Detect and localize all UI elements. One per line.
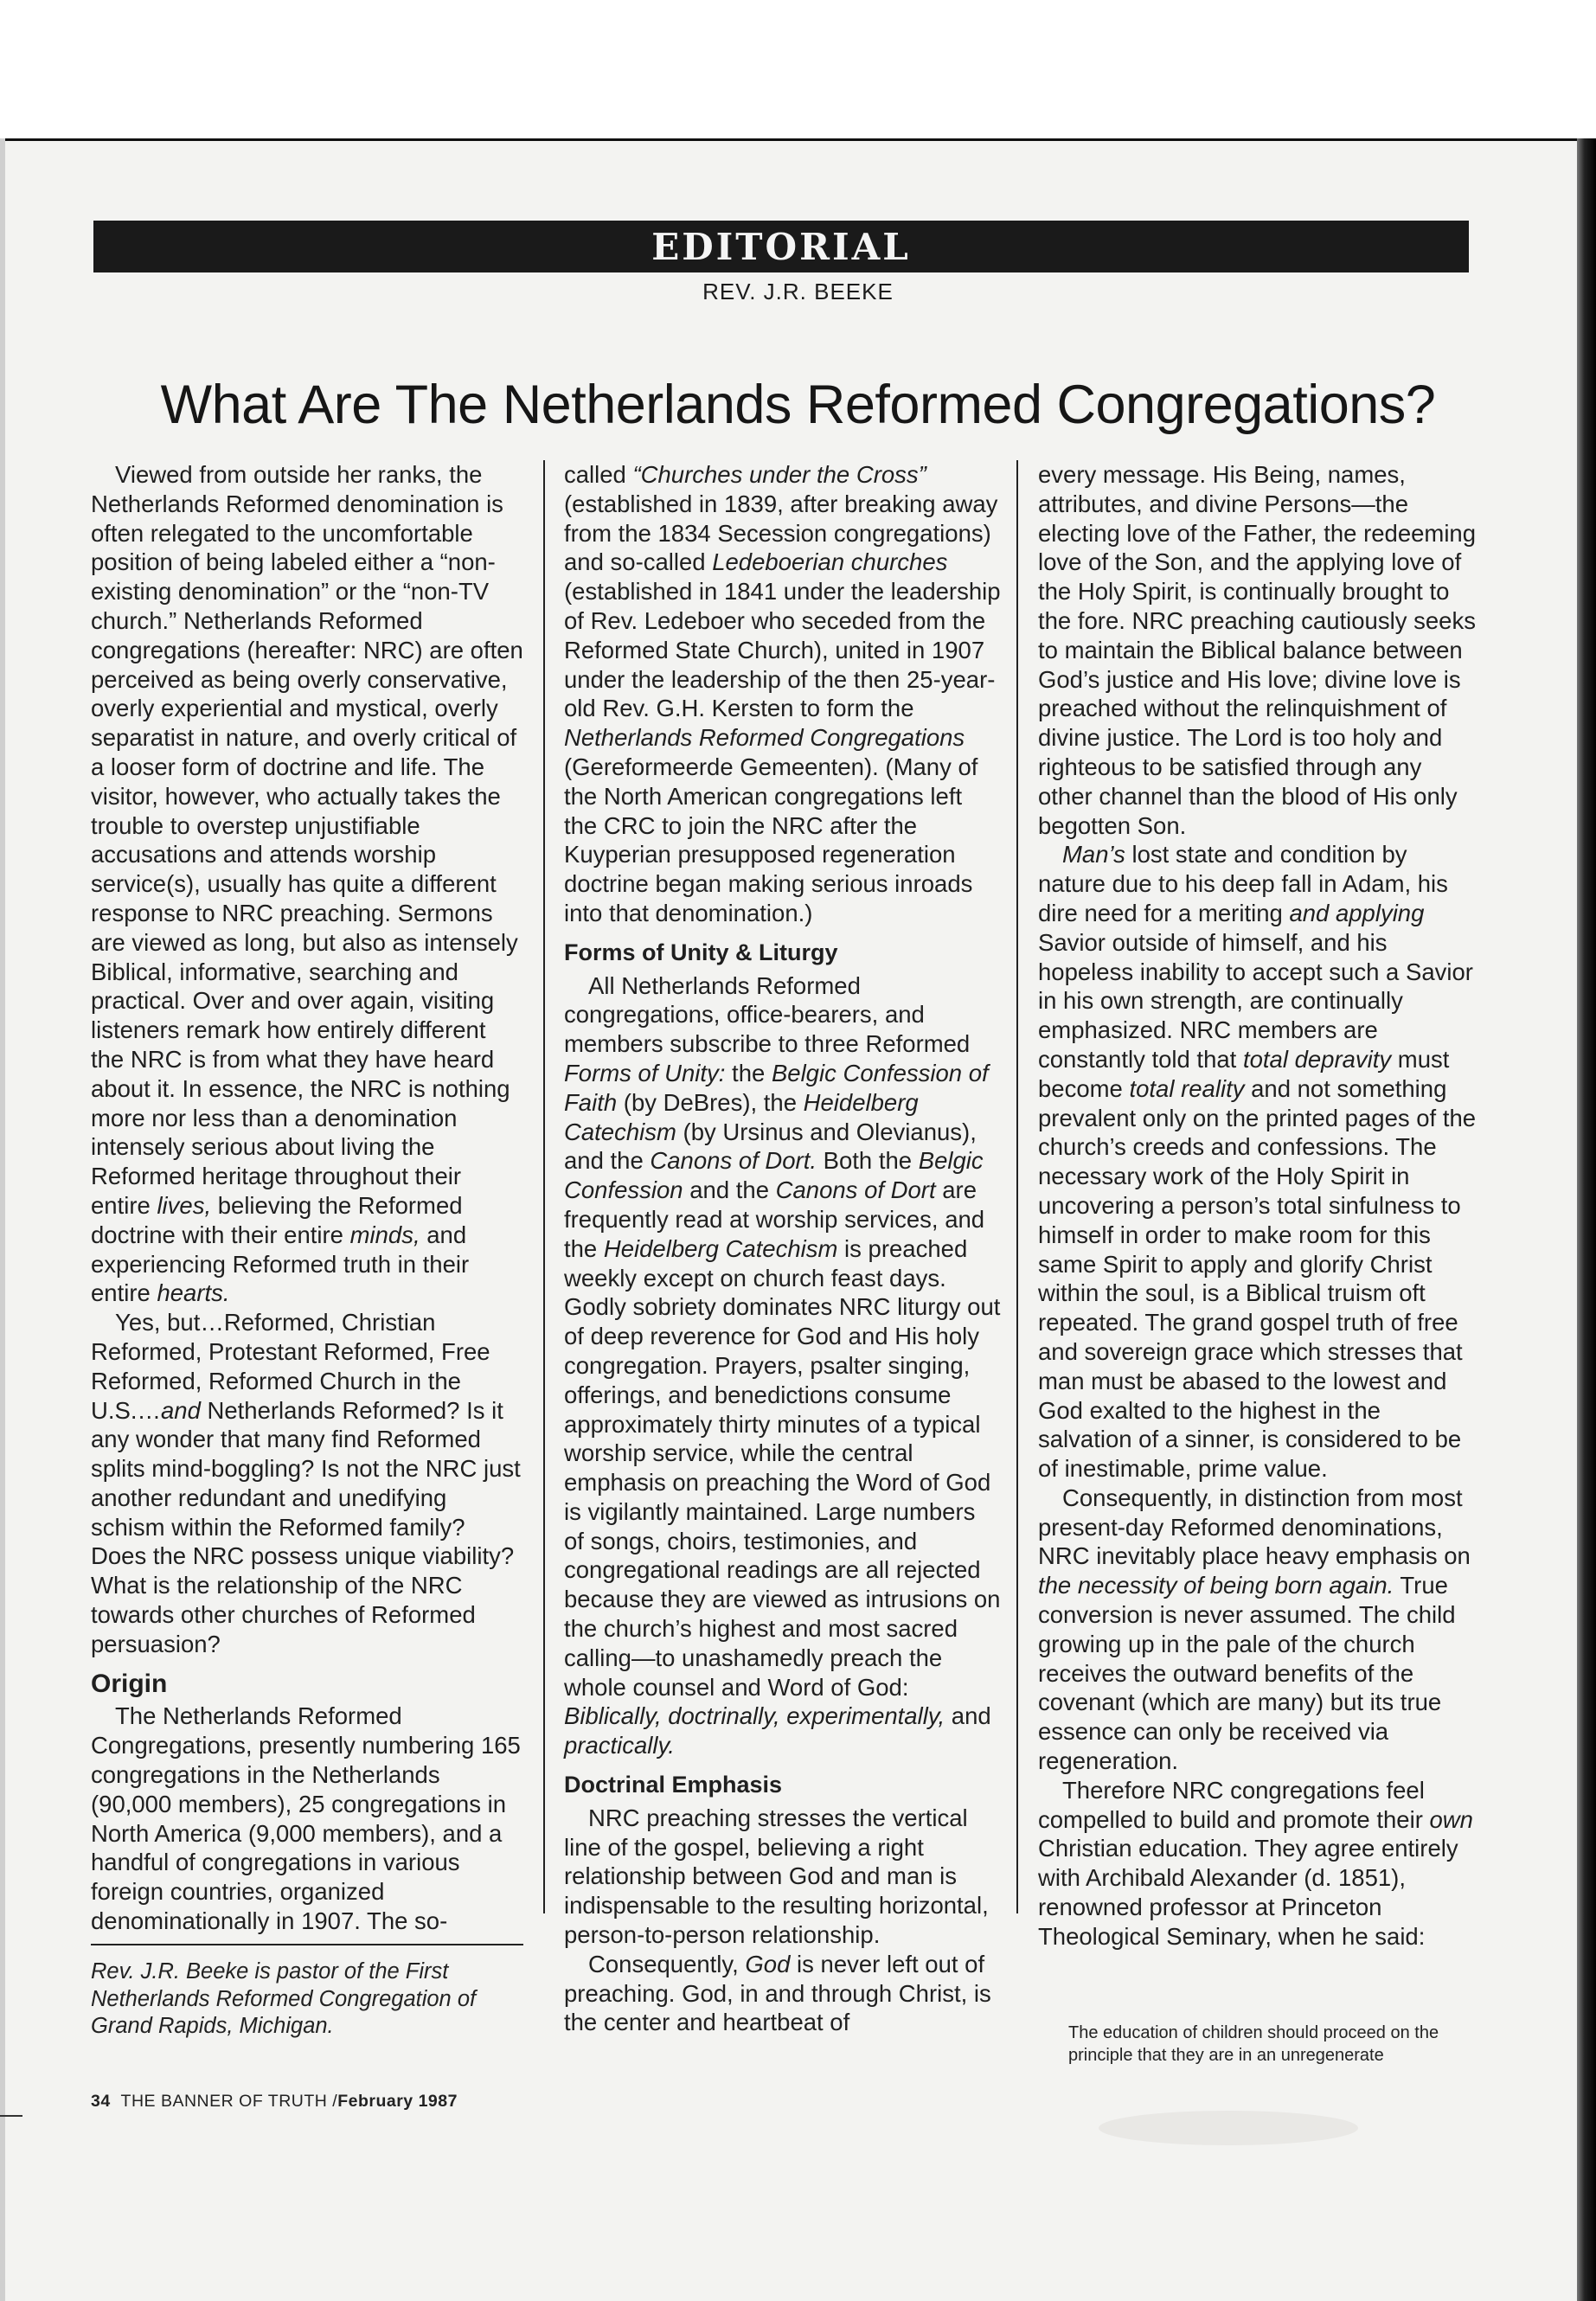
paragraph-intro: Viewed from outside her ranks, the Netherlands Reformed denomination is often relegated to the uncomfortable position of being labeled either a “non-existing denomination” or the “non-TV church.” Netherlands Reformed congregations (hereafter: NRC) are often perceived as being overly conservative, overly experiential and mystical, overly separatist in nature, and overly critical of a looser form of doctrine and life. The visitor, however, who actually takes the trouble to overstep unjustifiable accusations and attends worship service(s), usually has quite a different response to NRC preaching. Sermons are viewed as long, but also as intensely Biblical, informative, searching and practical. Over and over again, visiting listeners remark how entirely different the NRC is from what they have heard about it. In essence, the NRC is nothing more nor less than a denomination intensely serious about living the Reformed heritage throughout their entire lives, believing the Reformed doctrine with their entire minds, and experiencing Reformed truth in their entire hearts. (91, 461, 523, 1307)
scan-left-edge (0, 138, 5, 2301)
subheading-forms: Forms of Unity & Liturgy (564, 939, 838, 965)
paragraph-god-center: Consequently, God is never left out of preaching. God, in and through Christ, is the center and heartbeat of (564, 1950, 991, 2036)
scan-edge-line (0, 138, 1596, 141)
column-3 (1038, 460, 1479, 1952)
paragraph-continued: called “Churches under the Cross” (established in 1839, after breaking away from the 1834 Secession congregations) and so-called Ledeboerian churches (established in 1841 under the leadership of Rev. Ledeboer who seceded from the Reformed State Church), united in 1907 under the leadership of the then 25-year-old Rev. G.H. Kersten to form the Netherlands Reformed Congregations (Gereformeerde Gemeenten). (Many of the North American congregations left the CRC to join the NRC after the Kuyperian presupposed regeneration doctrine began making serious inroads into that denomination.) (564, 461, 1001, 926)
column-2 (564, 460, 1001, 2037)
page-folio: 34 THE BANNER OF TRUTH /February 1987 (91, 2092, 458, 2111)
paragraph-origin: The Netherlands Reformed Congregations, presently numbering 165 congregations in the Netherlands (90,000 members), 25 congregations in North America (9,000 members), and a handful of congregations in various foreign countries, organized denominationally in 1907. The so- (91, 1702, 521, 1935)
paragraph-mans-state: Man’s lost state and condition by nature due to his deep fall in Adam, his dire need for a meriting and applying Savior outside of himself, and his hopeless inability to accept such a Savior in his own strength, are continually emphasized. NRC members are constantly told that total depravity must become total reality and not something prevalent only on the printed pages of the church’s creeds and confessions. The necessary work of the Holy Spirit in uncovering a person’s total sinfulness to himself in order to make room for this same Spirit to apply and glorify Christ within the soul, is a Biblical truism oft repeated. The grand gospel truth of free and sovereign grace which stresses that man must be abased to the lowest and God exalted to the highest in the salvation of a sinner, is considered to be of inestimable, prime value. (1038, 841, 1477, 1483)
scan-edge-mark (0, 2115, 22, 2117)
block-quote: The education of children should proceed on the principle that they are in an unregenerate (1068, 2023, 1439, 2065)
byline: REV. J.R. BEEKE (702, 279, 894, 304)
column-divider-1 (543, 460, 545, 1913)
subheading-origin: Origin (91, 1669, 168, 1698)
paragraph-yes-but: Yes, but…Reformed, Christian Reformed, Protestant Reformed, Free Reformed, Reformed Church in the U.S.…and Netherlands Reformed? Is it any wonder that many find Reformed splits mind-boggling? Is not the NRC just another redundant and unedifying schism within the Reformed family? Does the NRC possess unique viability? What is the relationship of the NRC towards other churches of Reformed persuasion? (91, 1309, 521, 1657)
editorial-banner (93, 221, 1469, 272)
subheading-doctrinal: Doctrinal Emphasis (564, 1772, 783, 1798)
column-divider-2 (1016, 460, 1018, 1913)
footnote-rule (91, 1944, 523, 1945)
scan-top-margin (0, 0, 1596, 138)
banner-label: EDITORIAL (651, 225, 911, 268)
paper-stain (1099, 2111, 1358, 2145)
page-title: What Are The Netherlands Reformed Congregations? (160, 375, 1436, 435)
scan-right-edge (1577, 138, 1596, 2301)
paragraph-education: Therefore NRC congregations feel compelled to build and promote their own Christian education. They agree entirely with Archibald Alexander (d. 1851), renowned professor at Princeton Theological Seminary, when he said: (1038, 1776, 1473, 1950)
author-footnote: Rev. J.R. Beeke is pastor of the First Netherlands Reformed Congregation of Grand Rapids, Michigan. (91, 1959, 477, 2038)
paragraph-born-again: Consequently, in distinction from most present-day Reformed denominations, NRC inevitably place heavy emphasis on the necessity of being born again. True conversion is never assumed. The child growing up in the pale of the church receives the outward benefits of the covenant (which are many) but its true essence can only be received via regeneration. (1038, 1484, 1471, 1775)
paragraph-doctrinal: NRC preaching stresses the vertical line of the gospel, believing a right relationship between God and man is indispensable to the resulting horizontal, person-to-person relationship. (564, 1804, 989, 1949)
paragraph-message: every message. His Being, names, attributes, and divine Persons—the electing love of the Father, the redeeming love of the Son, and the applying love of the Holy Spirit, is continually brought to the fore. NRC preaching cautiously seeks to maintain the Biblical balance between God’s justice and His love; divine love is preached without the relinquishment of divine justice. The Lord is too holy and righteous to be satisfied through any other channel than the blood of His only begotten Son. (1038, 461, 1477, 839)
paragraph-forms: All Netherlands Reformed congregations, office-bearers, and members subscribe to three Reformed Forms of Unity: the Belgic Confession of Faith (by DeBres), the Heidelberg Catechism (by Ursinus and Olevianus), and the Canons of Dort. Both the Belgic Confession and the Canons of Dort are frequently read at worship services, and the Heidelberg Catechism is preached weekly except on church feast days. Godly sobriety dominates NRC liturgy out of deep reverence for God and His holy congregation. Prayers, psalter singing, offerings, and benedictions consume approximately thirty minutes of a typical worship service, while the central emphasis on preaching the Word of God is vigilantly maintained. Large numbers of songs, choirs, testimonies, and congregational readings are all rejected because they are viewed as intrusions on the church’s highest and most sacred calling—to unashamedly preach the whole counsel and Word of God: Biblically, doctrinally, experimentally, and practically. (564, 971, 1001, 1759)
column-1 (91, 460, 523, 1936)
